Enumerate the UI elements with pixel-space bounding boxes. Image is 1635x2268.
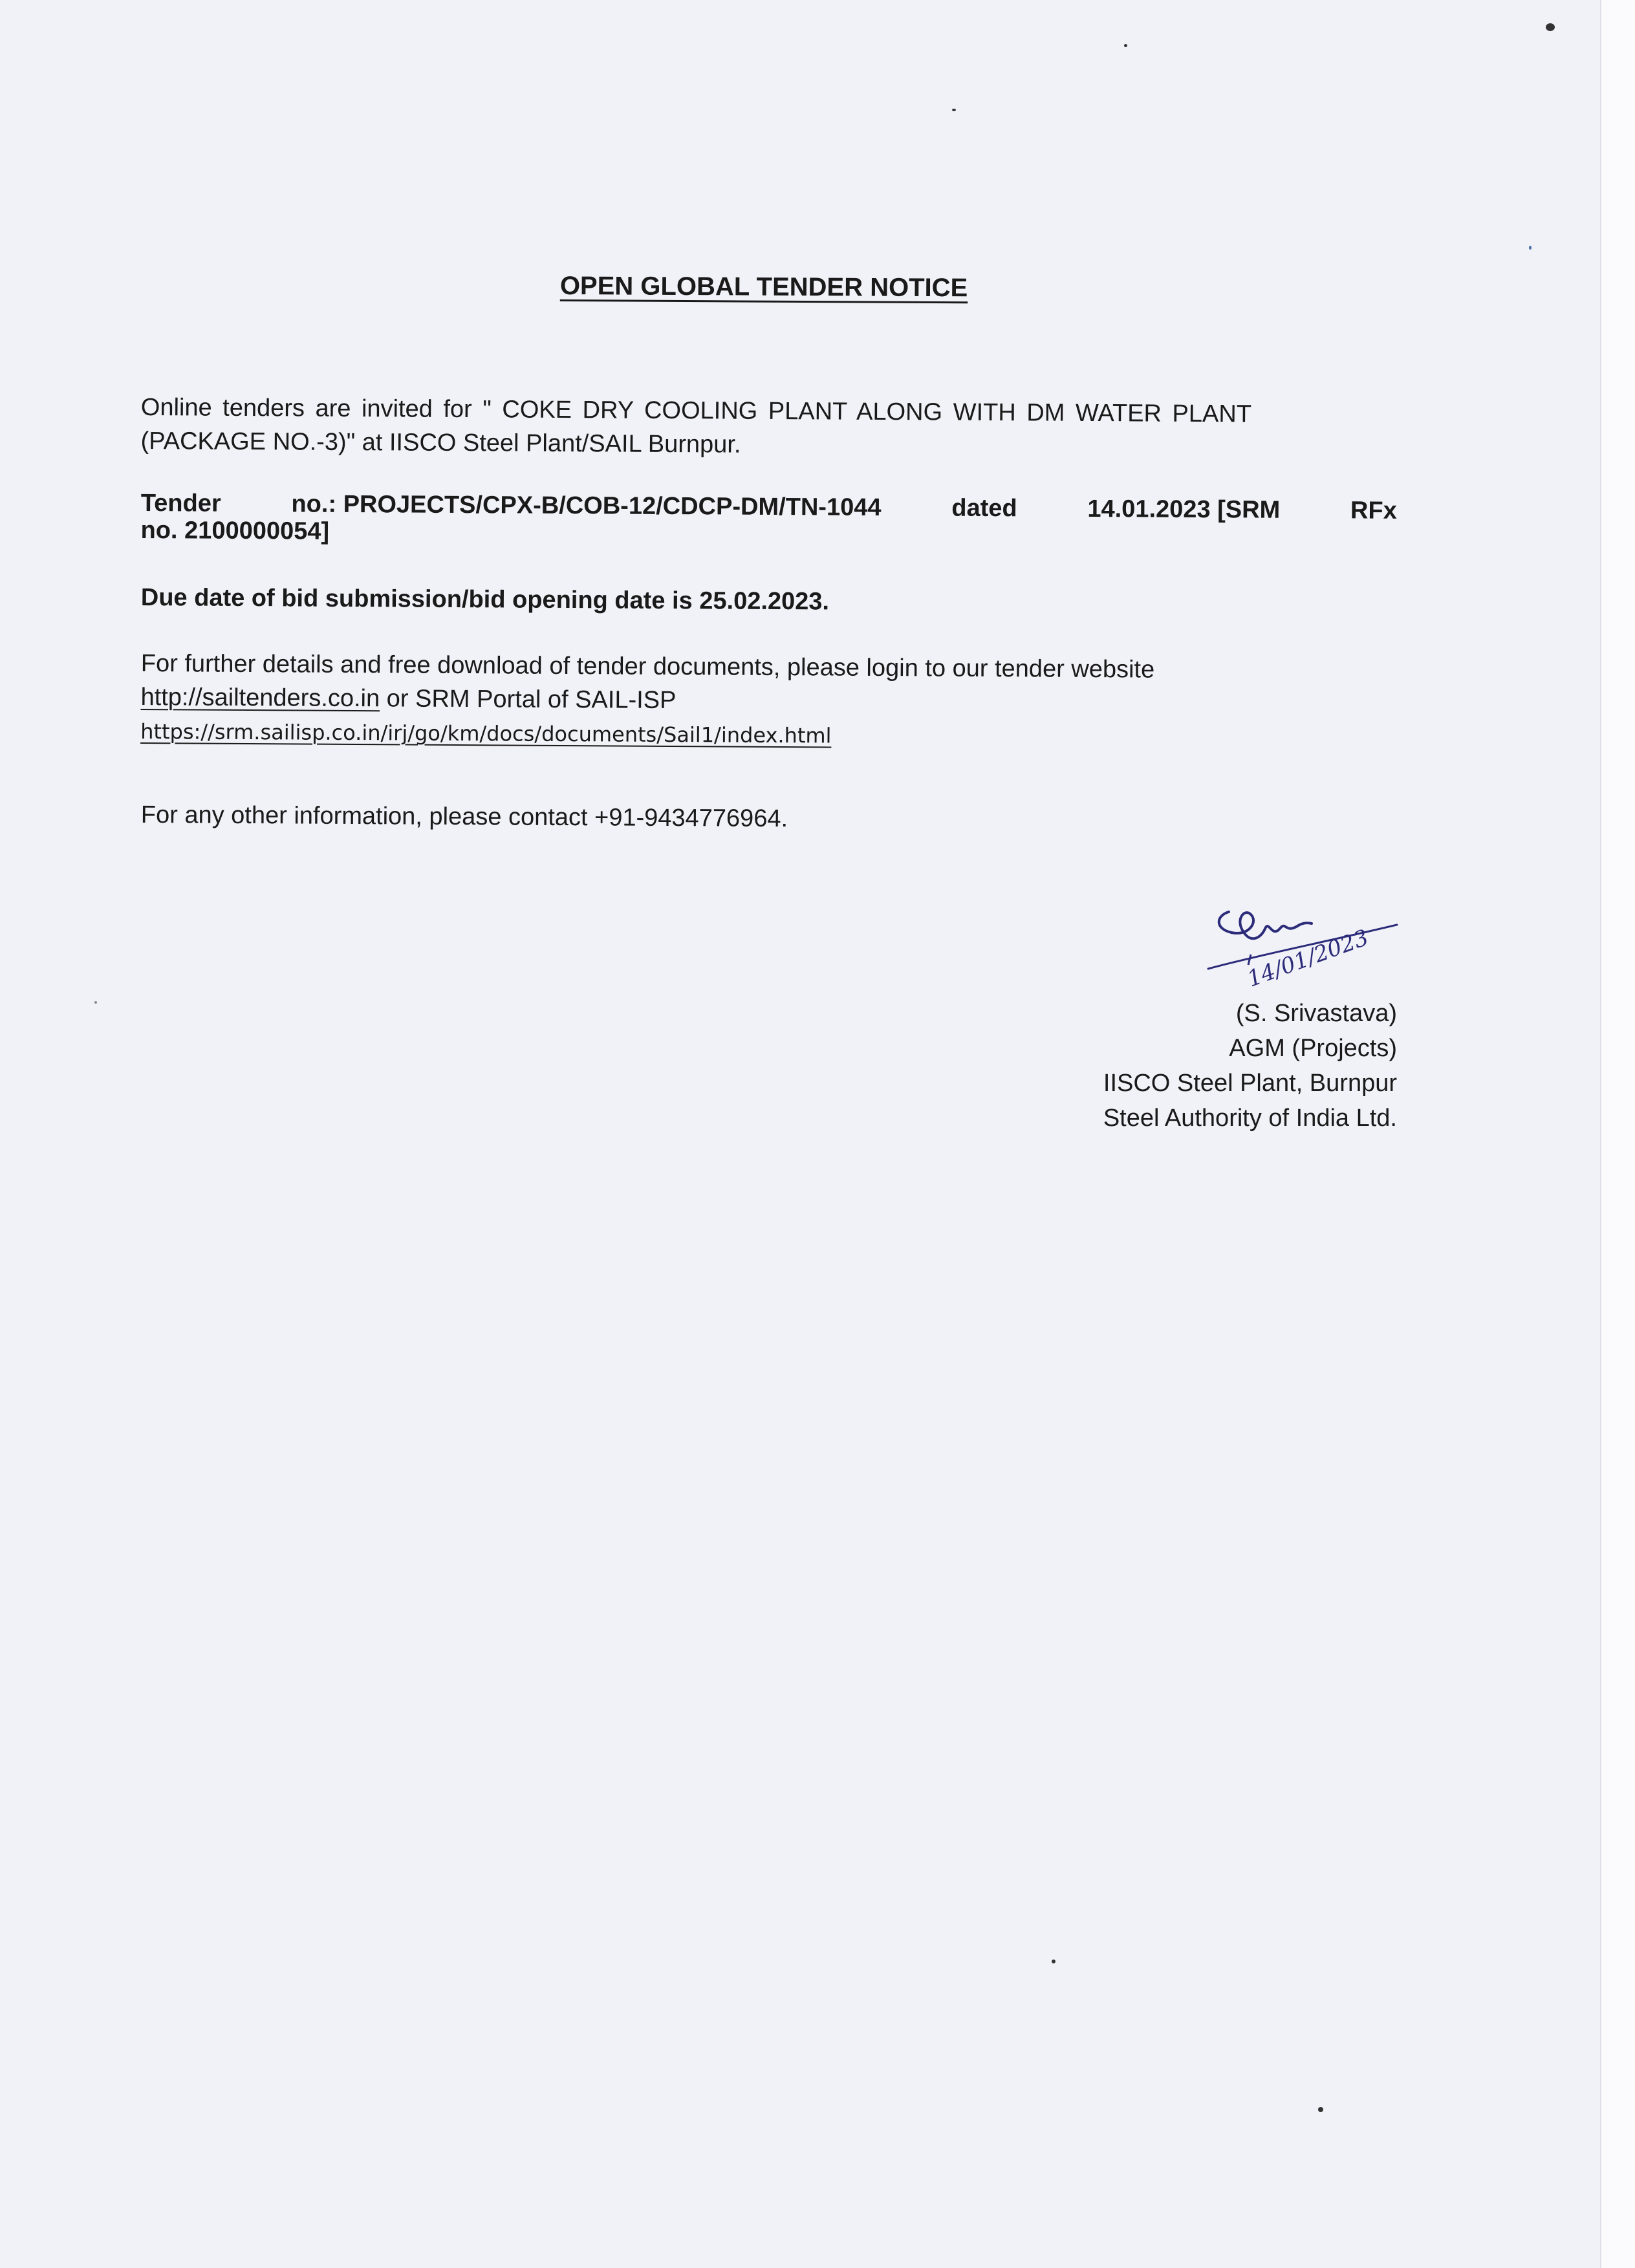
scan-speck — [1318, 2107, 1323, 2112]
srm-portal-link[interactable]: https://srm.sailisp.co.in/irj/go/km/docs/documents/Sail1/index.html — [140, 718, 832, 748]
invitation-paragraph — [140, 391, 1397, 466]
details-paragraph — [140, 647, 1397, 756]
invitation-line-2: (PACKAGE NO.-3)" at IISCO Steel Plant/SAIL Burnpur. — [140, 427, 741, 459]
scan-speck — [1052, 1960, 1056, 1963]
handwritten-signature — [1203, 892, 1436, 1002]
signatory-company: Steel Authority of India Ltd. — [1103, 1105, 1397, 1132]
details-line-1: For further details and free download of tender documents, please login to our tender website — [140, 649, 1155, 684]
scan-speck — [1546, 23, 1555, 31]
tender-label: Tender — [140, 489, 221, 517]
scan-edge — [1600, 0, 1635, 2268]
due-date: Due date of bid submission/bid opening date is 25.02.2023. — [140, 583, 830, 616]
scan-speck — [952, 109, 956, 111]
details-line-2-rest: or SRM Portal of SAIL-ISP — [380, 685, 677, 715]
tender-date: 14.01.2023 [SRM — [1087, 495, 1281, 524]
signatory-plant: IISCO Steel Plant, Burnpur — [1103, 1070, 1397, 1097]
contact-line: For any other information, please contact +91-9434776964. — [140, 801, 788, 833]
tender-dated: dated — [951, 494, 1017, 523]
invitation-text-1: Online tenders are invited for " COKE DRY COOLING PLANT ALONG WITH DM WATER PLANT — [140, 393, 1252, 428]
signatory-designation: AGM (Projects) — [1229, 1035, 1397, 1062]
signatory-block — [1061, 996, 1397, 1136]
details-line-3 — [140, 714, 1396, 756]
signature-date: 14/01/2023 — [1244, 924, 1372, 993]
signatory-name: (S. Srivastava) — [1235, 1000, 1397, 1027]
notice-title: OPEN GLOBAL TENDER NOTICE — [559, 272, 968, 303]
tender-rfx: RFx — [1350, 497, 1397, 524]
tender-number: no.: PROJECTS/CPX-B/COB-12/CDCP-DM/TN-1044 — [291, 490, 882, 521]
tender-line-2: no. 2100000054] — [140, 516, 330, 545]
scan-speck — [1529, 246, 1532, 250]
tender-number-paragraph — [140, 486, 1397, 555]
scan-speck — [1124, 44, 1127, 47]
scan-speck — [94, 1001, 97, 1004]
website-link[interactable]: http://sailtenders.co.in — [140, 683, 380, 713]
